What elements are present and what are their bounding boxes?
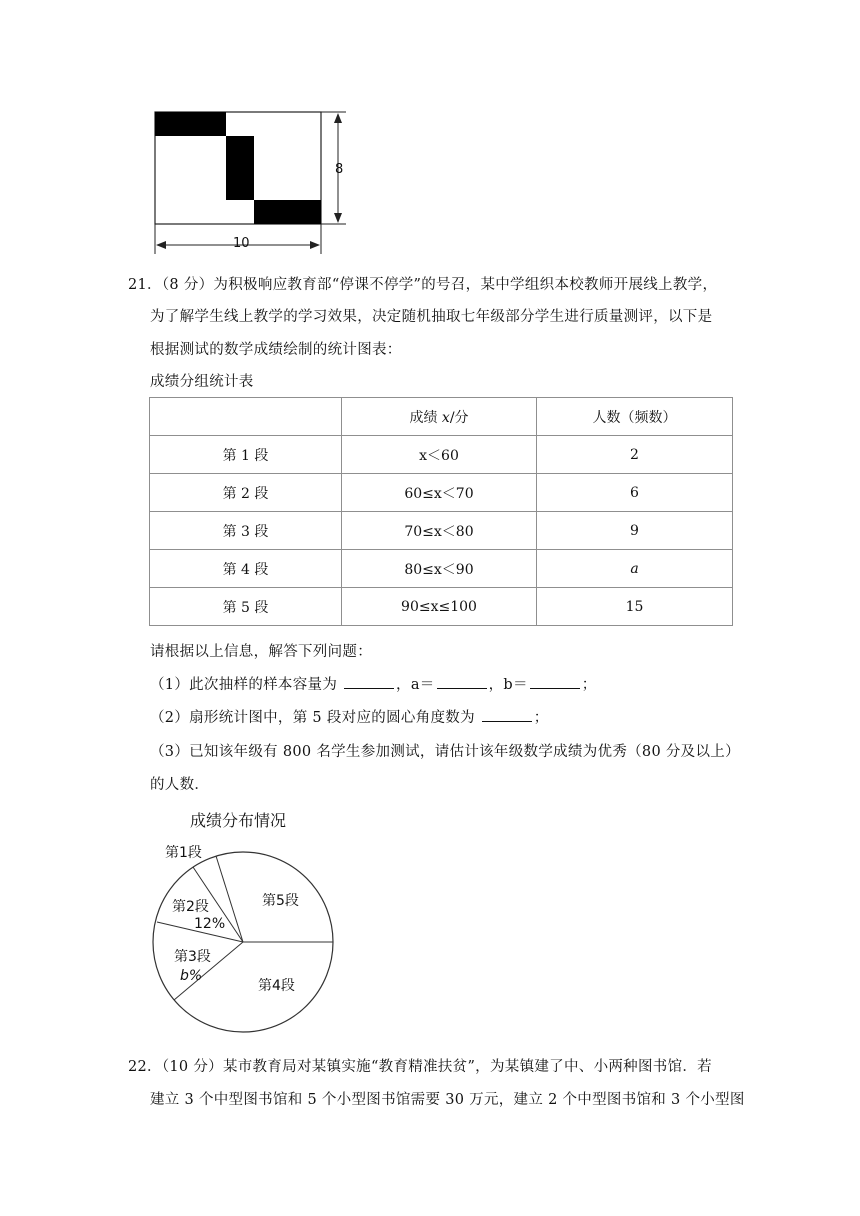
pie-label-seg5: 第5段	[262, 893, 299, 909]
table-cell: 70≤x＜80	[342, 512, 537, 550]
table-header-cell: 人数（频数）	[537, 398, 733, 436]
pie-label-seg3: 第3段	[174, 949, 211, 965]
table-cell: 60≤x＜70	[342, 474, 537, 512]
pie-label-seg2-pct: 12%	[194, 916, 226, 932]
q21-sub1	[150, 673, 597, 694]
score-table	[149, 397, 733, 626]
rectangle-figure	[140, 104, 370, 262]
q21-prompt: 请根据以上信息，解答下列问题：	[150, 644, 372, 660]
q21-sub3-line2: 的人数．	[150, 777, 210, 793]
table-cell: 第 4 段	[150, 550, 342, 588]
sub2-text: （2）扇形统计图中，第 5 段对应的圆心角度数为	[150, 710, 475, 726]
table-row	[150, 436, 733, 474]
sub1-text-a: ，a＝	[396, 677, 435, 693]
table-row	[150, 550, 733, 588]
q22-line1: 22．（10 分）某市教育局对某镇实施“教育精准扶贫”，为某镇建了中、小两种图书馆．若	[128, 1059, 712, 1075]
q21-sub2	[150, 706, 549, 727]
pie-title: 成绩分布情况	[190, 811, 287, 830]
table-row	[150, 512, 733, 550]
sub1-end: ；	[581, 677, 597, 693]
table-title: 成绩分组统计表	[150, 374, 254, 390]
table-cell: 2	[537, 436, 733, 474]
sub1-text: （1）此次抽样的样本容量为	[150, 677, 338, 693]
table-row	[150, 474, 733, 512]
table-cell: 第 3 段	[150, 512, 342, 550]
table-cell: 6	[537, 474, 733, 512]
q22-line2: 建立 3 个中型图书馆和 5 个小型图书馆需要 30 万元，建立 2 个中型图书馆和 3 个小型图	[150, 1092, 745, 1108]
sub2-end: ；	[533, 710, 549, 726]
table-cell: x＜60	[342, 436, 537, 474]
table-header-row	[150, 398, 733, 436]
pie-label-seg4: 第4段	[258, 978, 295, 994]
table-cell: 第 2 段	[150, 474, 342, 512]
table-cell: 第 5 段	[150, 588, 342, 626]
pie-label-seg1: 第1段	[165, 845, 202, 861]
table-cell: 80≤x＜90	[342, 550, 537, 588]
table-row	[150, 588, 733, 626]
table-cell: a	[537, 550, 733, 588]
q21-line2: 为了解学生线上教学的学习效果，决定随机抽取七年级部分学生进行质量测评，以下是	[150, 309, 713, 325]
answer-blank	[530, 674, 580, 689]
sub1-text-b: ，b＝	[488, 677, 528, 693]
table-header-cell	[150, 398, 342, 436]
pie-label-seg2: 第2段	[172, 899, 209, 915]
table-cell: 90≤x≤100	[342, 588, 537, 626]
width-label: 10	[233, 236, 250, 251]
table-cell: 15	[537, 588, 733, 626]
pie-chart	[140, 836, 360, 1036]
pie-label-seg3-pct: b%	[180, 968, 203, 984]
q21-line1: 21．（8 分）为积极响应教育部“停课不停学”的号召，某中学组织本校教师开展线上教学，	[128, 277, 718, 293]
height-label: 8	[335, 162, 344, 177]
q21-sub3-line1: （3）已知该年级有 800 名学生参加测试，请估计该年级数学成绩为优秀（80 分及以上）	[150, 744, 740, 760]
table-cell: 第 1 段	[150, 436, 342, 474]
q21-line3: 根据测试的数学成绩绘制的统计图表：	[150, 342, 402, 358]
answer-blank	[437, 674, 487, 689]
table-cell: 9	[537, 512, 733, 550]
table-header-cell: 成绩 x/分	[342, 398, 537, 436]
answer-blank	[344, 674, 394, 689]
answer-blank	[482, 707, 532, 722]
